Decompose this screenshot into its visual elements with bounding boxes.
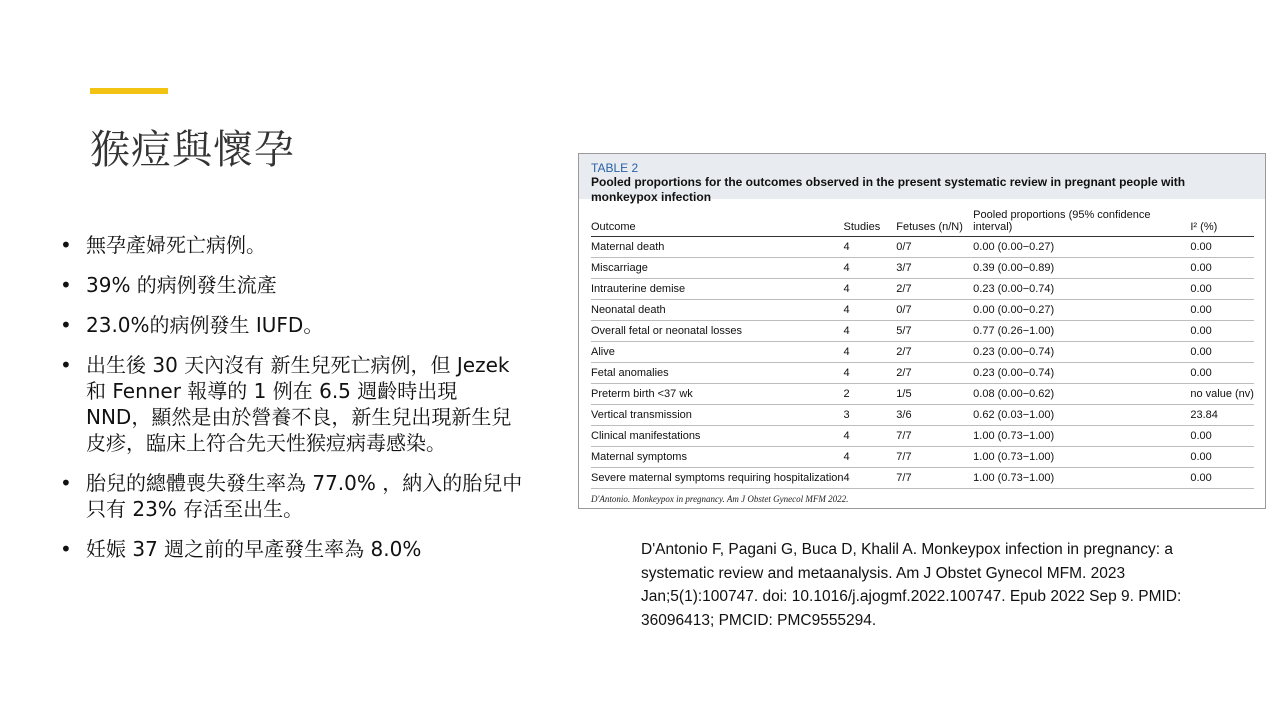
table-row [591,426,1254,447]
table-cell: 4 [844,279,897,300]
column-header: Studies [844,209,897,237]
bullet-list [58,232,528,576]
table-header-row [591,209,1254,237]
table-cell: Preterm birth <37 wk [591,384,844,405]
table-cell: 0.39 (0.00−0.89) [973,258,1190,279]
title-accent-bar [90,88,168,94]
table-cell: 3/6 [896,405,973,426]
table-cell: Maternal symptoms [591,447,844,468]
table-cell: 0.00 [1190,258,1254,279]
table-row [591,321,1254,342]
table-cell: 4 [844,237,897,258]
bullet-item: • 出生後 30 天內沒有 新生兒死亡病例，但 Jezek 和 Fenner 報導的 1 例在 6.5 週齡時出現 NND，顯然是由於營養不良，新生兒出現新生兒皮疹，臨床上符合先天性猴痘病毒感染。 [58,352,528,456]
table-cell: 0.00 [1190,321,1254,342]
table-cell: 4 [844,426,897,447]
table-cell: 5/7 [896,321,973,342]
table-cell: 0.23 (0.00−0.74) [973,342,1190,363]
reference-citation: D'Antonio F, Pagani G, Buca D, Khalil A. Monkeypox infection in pregnancy: a systematic review and metaanalysis. Am J Obstet Gynecol MFM. 2023 Jan;5(1):100747. doi: 10.1016/j.ajogmf.2022.100747. Epub 2022 Sep 9. PMID: 36096413; PMCID: PMC9555294. [641,541,1182,629]
table-footnote: D'Antonio. Monkeypox in pregnancy. Am J Obstet Gynecol MFM 2022. [591,494,849,504]
table-row [591,468,1254,489]
column-header: Fetuses (n/N) [896,209,973,237]
table-cell: Clinical manifestations [591,426,844,447]
table-cell: Overall fetal or neonatal losses [591,321,844,342]
bullet-item: • 妊娠 37 週之前的早產發生率為 8.0% [58,536,528,562]
table-row [591,258,1254,279]
table-cell: Neonatal death [591,300,844,321]
table-row [591,363,1254,384]
table-cell: 0.00 [1190,468,1254,489]
table-cell: 2/7 [896,342,973,363]
slide-title: 猴痘與懷孕 [90,127,295,173]
table-cell: 0.00 [1190,363,1254,384]
table-cell: 0.23 (0.00−0.74) [973,363,1190,384]
table-cell: 2/7 [896,279,973,300]
table-cell: 3/7 [896,258,973,279]
table-cell: 2 [844,384,897,405]
table-label: TABLE 2 [591,161,639,175]
table-cell: 0/7 [896,237,973,258]
table-cell: 0.08 (0.00−0.62) [973,384,1190,405]
column-header: Outcome [591,209,844,237]
table-cell: 0.00 [1190,447,1254,468]
table-cell: 4 [844,300,897,321]
table-cell: 4 [844,468,897,489]
table-cell: 7/7 [896,426,973,447]
table-row [591,279,1254,300]
table-cell: 1/5 [896,384,973,405]
table-cell: 0.00 (0.00−0.27) [973,237,1190,258]
table-cell: Alive [591,342,844,363]
bullet-item: • 胎兒的總體喪失發生率為 77.0% ，納入的胎兒中只有 23% 存活至出生。 [58,470,528,522]
bullet-item: • 39% 的病例發生流產 [58,272,528,298]
table-cell: 0.00 [1190,342,1254,363]
table-row [591,237,1254,258]
table-cell: no value (nv) [1190,384,1254,405]
table-cell: Vertical transmission [591,405,844,426]
table-cell: 4 [844,447,897,468]
table-cell: 1.00 (0.73−1.00) [973,468,1190,489]
table-cell: Severe maternal symptoms requiring hospitalization [591,468,844,489]
table-cell: 4 [844,321,897,342]
table-cell: 7/7 [896,468,973,489]
table-cell: 3 [844,405,897,426]
table-cell: Maternal death [591,237,844,258]
table-cell: 0/7 [896,300,973,321]
table-cell: Intrauterine demise [591,279,844,300]
table-cell: 0.62 (0.03−1.00) [973,405,1190,426]
table-row [591,384,1254,405]
column-header: Pooled proportions (95% confidence interval) [973,209,1190,237]
table-cell: 4 [844,258,897,279]
table-cell: 0.00 [1190,300,1254,321]
table-cell: 0.77 (0.26−1.00) [973,321,1190,342]
table-cell: 2/7 [896,363,973,384]
table-row [591,447,1254,468]
table-cell: 0.00 (0.00−0.27) [973,300,1190,321]
table-cell: 0.23 (0.00−0.74) [973,279,1190,300]
bullet-item: • 無孕產婦死亡病例。 [58,232,528,258]
bullet-item: • 23.0%的病例發生 IUFD。 [58,312,528,338]
table-cell: Miscarriage [591,258,844,279]
table-cell: 7/7 [896,447,973,468]
table-caption: Pooled proportions for the outcomes observed in the present systematic review in pregnant people with monkeypox infection [591,175,1186,204]
table-cell: 23.84 [1190,405,1254,426]
table-cell: 1.00 (0.73−1.00) [973,426,1190,447]
table-cell: Fetal anomalies [591,363,844,384]
table-row [591,300,1254,321]
table-cell: 1.00 (0.73−1.00) [973,447,1190,468]
table-cell: 0.00 [1190,426,1254,447]
outcomes-table [591,209,1254,489]
table-row [591,342,1254,363]
table-cell: 0.00 [1190,279,1254,300]
table-body [591,237,1254,489]
table-cell: 0.00 [1190,237,1254,258]
column-header: I² (%) [1190,209,1254,237]
table-cell: 4 [844,363,897,384]
table-cell: 4 [844,342,897,363]
table-row [591,405,1254,426]
outcomes-table-figure [578,153,1266,509]
table-header-band [579,154,1265,204]
